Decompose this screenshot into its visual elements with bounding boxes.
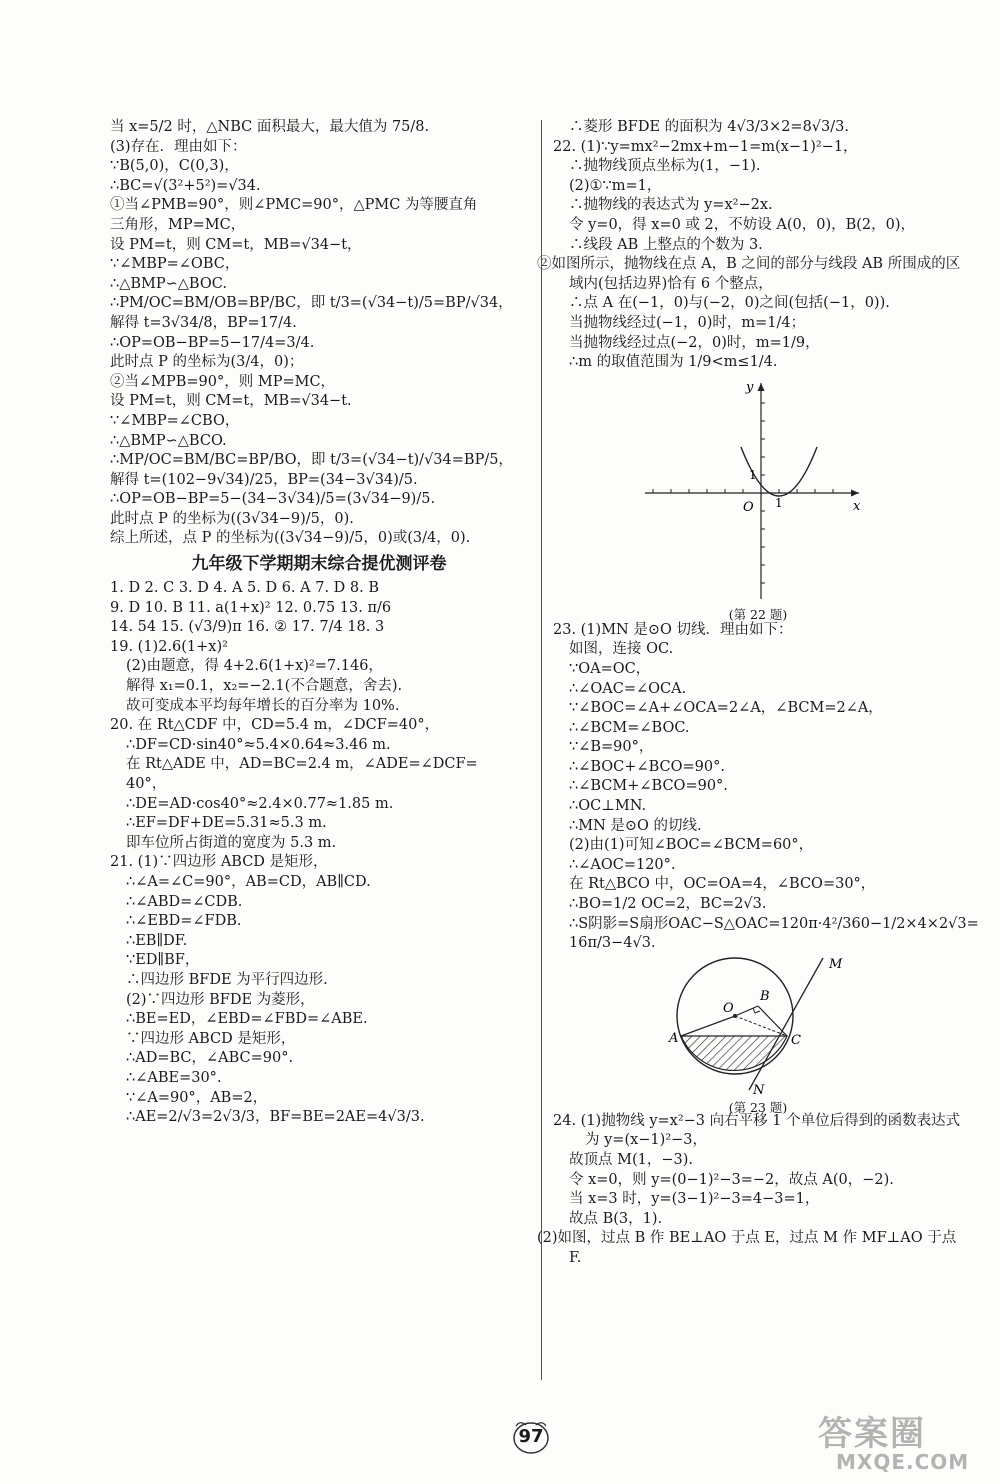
text-line: 当抛物线经过点(−2，0)时，m=1/9， xyxy=(569,334,820,351)
text-line: ∴MN 是⊙O 的切线. xyxy=(569,817,702,834)
text-line: (3)存在．理由如下： xyxy=(110,138,247,155)
text-line: ∴点 A 在(−1，0)与(−2，0)之间(包括(−1，0)). xyxy=(569,295,890,312)
text-line: 21. (1)∵四边形 ABCD 是矩形， xyxy=(110,854,328,871)
text-line: ∴∠OAC=∠OCA. xyxy=(569,680,687,697)
text-line: 设 PM=t，则 CM=t，MB=√34−t. xyxy=(110,393,352,410)
label-b: B xyxy=(760,988,770,1004)
text-line: ∴∠ABD=∠CDB. xyxy=(126,893,243,910)
text-line: (2)由(1)可知∠BOC=∠BCM=60°， xyxy=(569,837,814,854)
text-line: ①当∠PMB=90°，则∠PMC=90°，△PMC 为等腰直角 xyxy=(110,197,478,214)
x-axis-label: x xyxy=(853,498,861,514)
text-line: ∴PM/OC=BM/OB=BP/BC，即 t/3=(√34−t)/5=BP/√34， xyxy=(110,295,513,312)
figure-23 xyxy=(553,954,963,1115)
text-line: 即车位所占街道的宽度为 5.3 m. xyxy=(126,834,337,851)
text-line: 解得 t=(102−9√34)/25，BP=(34−3√34)/5. xyxy=(110,471,418,488)
text-line: ∴∠BCM=∠BOC. xyxy=(569,719,690,736)
watermark-logo xyxy=(818,1400,993,1480)
text-line: ∴MP/OC=BM/BC=BP/BO，即 t/3=(√34−t)/√34=BP/5， xyxy=(110,452,513,469)
text-line: ∴菱形 BFDE 的面积为 4√3/3×2=8√3/3. xyxy=(569,119,849,135)
origin-label: O xyxy=(743,499,754,515)
text-line: ∴BE=ED，∠EBD=∠FBD=∠ABE. xyxy=(126,1011,368,1028)
text-line: (2)如图，过点 B 作 BE⊥AO 于点 E，过点 M 作 MF⊥AO 于点 F. xyxy=(537,1230,957,1266)
text-line: ∴∠BOC+∠BCO=90°. xyxy=(569,758,725,775)
text-line: 20. 在 Rt△CDF 中，CD=5.4 m，∠DCF=40°， xyxy=(110,717,440,734)
text-line: ∵∠MBP=∠CBO， xyxy=(110,412,240,429)
section-title: 九年级下学期期末综合提优测评卷 xyxy=(191,554,447,575)
text-line: ∴S阴影=S扇形OAC−S△OAC=120π·4²/360−1/2×4×2√3= xyxy=(569,915,979,932)
text-line: ∴△BMP∽△BCO. xyxy=(110,432,227,449)
text-line: (2)由题意，得 4+2.6(1+x)²=7.146， xyxy=(126,658,383,675)
label-c: C xyxy=(791,1032,801,1048)
text-line: ∴∠AOC=120°. xyxy=(569,856,676,873)
text-line: ∴EB∥DF. xyxy=(126,932,188,949)
figure-23-caption: (第 23 题) xyxy=(728,1099,788,1115)
text-line: 此时点 P 的坐标为(3/4，0)； xyxy=(110,354,304,371)
text-line: 22. (1)∵y=mx²−2mx+m−1=m(x−1)²−1， xyxy=(553,138,858,155)
text-line: 综上所述，点 P 的坐标为((3√34−9)/5，0)或(3/4，0). xyxy=(110,530,471,547)
text-line: 解得 t=3√34/8，BP=17/4. xyxy=(110,314,297,331)
text-line: ∵OA=OC， xyxy=(569,660,651,677)
text-line: ∵四边形 ABCD 是矩形， xyxy=(126,1030,296,1047)
text-line: 解得 x₁=0.1，x₂=−2.1(不合题意，舍去). xyxy=(126,678,403,695)
watermark-text: 答案圈 xyxy=(818,1414,926,1454)
text-line: 14. 54 15. (√3/9)π 16. ② 17. 7/4 18. 3 xyxy=(110,619,385,636)
text-line: 在 Rt△ADE 中，AD=BC=2.4 m，∠ADE=∠DCF= xyxy=(126,756,478,773)
problem-23-text xyxy=(553,621,979,954)
figure-22 xyxy=(553,373,963,621)
text-line: 16π/3−4√3. xyxy=(569,935,656,952)
text-line: 当 x=3 时，y=(3−1)²−3=4−3=1， xyxy=(569,1191,820,1208)
text-line: 在 Rt△BCO 中，OC=OA=4，∠BCO=30°， xyxy=(569,876,876,893)
text-line: 令 x=0，则 y=(0−1)²−3=−2，故点 A(0，−2). xyxy=(569,1171,894,1188)
solution-text-block xyxy=(110,118,528,549)
tangent-line-mn xyxy=(749,958,823,1090)
text-line: ∴DF=CD·sin40°≈5.4×0.64≈3.46 m. xyxy=(126,736,391,753)
text-line: ∴OP=OB−BP=5−17/4=3/4. xyxy=(110,334,315,351)
text-line: ∵∠A=90°，AB=2， xyxy=(126,1089,268,1106)
text-line: (2)①∵m=1， xyxy=(569,177,662,194)
figure-22-caption: (第 22 题) xyxy=(728,606,788,622)
text-line: ②如图所示，抛物线在点 A，B 之间的部分与线段 AB 所围成的区域内(包括边界)恰有 6 个整点， xyxy=(537,256,961,292)
text-line: ∴EF=DF+DE=5.31≈5.3 m. xyxy=(126,815,327,832)
text-line: 故可变成本平均每年增长的百分率为 10%. xyxy=(126,697,400,714)
figure-22-graph xyxy=(553,373,963,601)
column-divider xyxy=(541,120,542,1380)
text-line: 令 y=0，得 x=0 或 2，不妨设 A(0，0)，B(2，0)， xyxy=(569,216,916,233)
label-o: O xyxy=(723,1000,734,1016)
text-line: ∵∠MBP=∠OBC， xyxy=(110,256,240,273)
text-line: 1. D 2. C 3. D 4. A 5. D 6. A 7. D 8. B xyxy=(110,580,380,597)
problem-22-text xyxy=(537,118,963,373)
text-line: ∴∠A=∠C=90°，AB=CD，AB∥CD. xyxy=(126,873,371,890)
text-line: ∴m 的取值范围为 1/9<m≤1/4. xyxy=(569,354,778,371)
text-line: ∴BC=√(3²+5²)=√34. xyxy=(110,177,261,194)
text-line: ∴AE=2/√3=2√3/3，BF=BE=2AE=4√3/3. xyxy=(126,1109,425,1126)
text-line: ∴∠EBD=∠FDB. xyxy=(126,913,242,930)
text-line: 24. (1)抛物线 y=x²−3 向右平移 1 个单位后得到的函数表达式为 y=(x−1)²−3， xyxy=(553,1112,961,1149)
text-line: ∴△BMP∽△BOC. xyxy=(110,275,227,292)
x-tick-label: 1 xyxy=(775,495,783,510)
text-line: ∴四边形 BFDE 为平行四边形. xyxy=(126,971,328,988)
text-line: 故顶点 M(1，−3). xyxy=(569,1152,693,1168)
text-line: 19. (1)2.6(1+x)² xyxy=(110,638,228,655)
text-line: ∵∠B=90°， xyxy=(569,739,654,756)
text-line: ②当∠MPB=90°，则 MP=MC， xyxy=(110,373,336,390)
text-line: ∴AD=BC，∠ABC=90°. xyxy=(126,1050,294,1067)
text-line: (2)∵四边形 BFDE 为菱形， xyxy=(126,991,315,1008)
text-line: 9. D 10. B 11. a(1+x)² 12. 0.75 13. π/6 xyxy=(110,599,392,616)
label-a: A xyxy=(669,1030,679,1046)
label-m: M xyxy=(829,956,843,972)
text-line: ∵∠BOC=∠A+∠OCA=2∠A，∠BCM=2∠A， xyxy=(569,700,883,717)
text-line: ∴OP=OB−BP=5−(34−3√34)/5=(3√34−9)/5. xyxy=(110,491,436,508)
text-line: ∴抛物线的表达式为 y=x²−2x. xyxy=(569,197,773,214)
y-tick-label: 1 xyxy=(749,467,757,482)
text-line: 故点 B(3，1). xyxy=(569,1210,663,1227)
page-number-badge xyxy=(508,1418,554,1458)
label-n: N xyxy=(753,1082,765,1094)
text-line: ∴∠BCM+∠BCO=90°. xyxy=(569,778,728,795)
text-line: 当抛物线经过(−1，0)时，m=1/4； xyxy=(569,314,806,331)
text-line: ∴抛物线顶点坐标为(1，−1). xyxy=(569,158,761,175)
y-axis-label: y xyxy=(746,379,754,395)
text-line: ∴DE=AD·cos40°≈2.4×0.77≈1.85 m. xyxy=(126,795,394,812)
page-number: 97 xyxy=(518,1426,544,1447)
text-line: 40°， xyxy=(126,776,167,792)
text-line: 如图，连接 OC. xyxy=(569,641,674,658)
text-line: ∴BO=1/2 OC=2，BC=2√3. xyxy=(569,896,767,913)
text-line: 当 x=5/2 时，△NBC 面积最大，最大值为 75/8. xyxy=(110,119,430,135)
text-line: 23. (1)MN 是⊙O 切线．理由如下： xyxy=(553,621,793,638)
watermark-url: MXQE.COM xyxy=(836,1450,970,1474)
right-column xyxy=(537,118,979,1269)
text-line: ∴线段 AB 上整点的个数为 3. xyxy=(569,236,763,253)
text-line: 此时点 P 的坐标为((3√34−9)/5，0). xyxy=(110,510,354,527)
left-column xyxy=(110,118,528,1128)
text-line: 设 PM=t，则 CM=t，MB=√34−t， xyxy=(110,236,362,253)
text-line: ∴OC⊥MN. xyxy=(569,798,647,815)
shaded-region xyxy=(681,1036,787,1070)
text-line: ∵B(5,0)，C(0,3)， xyxy=(110,158,239,175)
answers-block xyxy=(110,579,528,1128)
text-line: ∴∠ABE=30°. xyxy=(126,1069,222,1086)
text-line: 三角形，MP=MC， xyxy=(110,216,246,233)
problem-24-text xyxy=(537,1112,963,1269)
text-line: ∵ED∥BF， xyxy=(126,952,200,969)
figure-23-diagram xyxy=(553,954,963,1094)
